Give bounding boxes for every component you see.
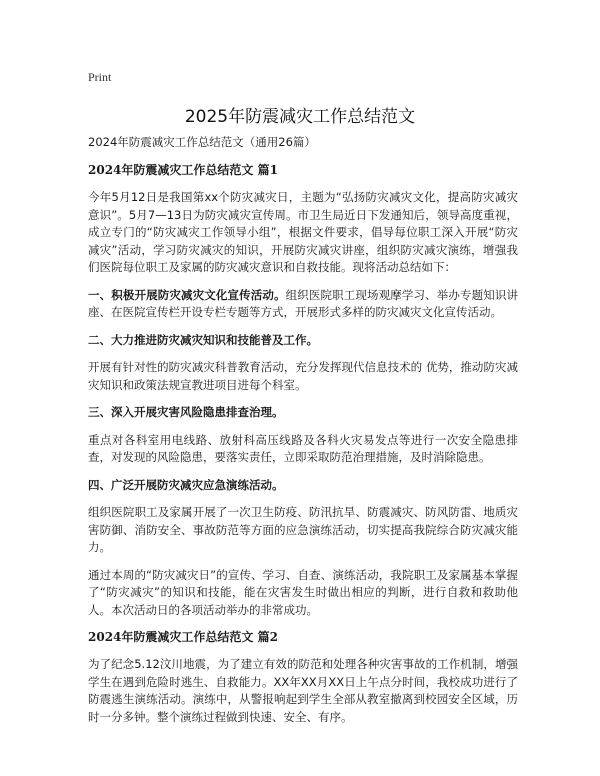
paragraph xyxy=(88,189,518,277)
paragraph xyxy=(88,656,518,726)
paragraph-text: 组织医院职工及家属开展了一次卫生防疫、防汛抗旱、防震减灾、防风防雷、地质灾害防御、消防安全、事故防范等方面的应急演练活动，切实提高我院综合防灾减灾能力。 xyxy=(88,505,518,554)
paragraph xyxy=(88,477,518,495)
paragraph xyxy=(88,359,518,394)
paragraph xyxy=(88,404,518,422)
paragraph-text: 为了纪念5.12汶川地震，为了建立有效的防范和处理各种灾害事故的工作机制，增强学生在遇到危险时逃生、自救能力。XX年XX月XX日上午点分时间，我校成功进行了防震逃生演练活动。演练中，从警报响起到学生全部从教室撤离到校园安全区域，历时一分多钟。整个演练过程做到快速、安全、有序。 xyxy=(88,657,518,724)
document-title: 2025年防震减灾工作总结范文 xyxy=(184,107,416,127)
document-subtitle: 2024年防震减灾工作总结范文（通用26篇） xyxy=(88,135,316,149)
paragraph-text: 通过本周的“防灾减灾日”的宣传、学习、自查、演练活动，我院职工及家属基本掌握了“防灾减灾”的知识和技能，能在灾害发生时做出相应的判断，进行自救和救助他人。本次活动日的各项活动举办的非常成功。 xyxy=(88,567,518,617)
section-heading: 2024年防震减灾工作总结范文 篇2 xyxy=(88,630,278,644)
paragraph-text: 组织医院职工现场观摩学习、举办专题知识讲座、在医院宣传栏开设专栏专题等方式，开展形式多样的防灾减灾文化宣传活动。 xyxy=(88,287,518,319)
section-heading: 2024年防震减灾工作总结范文 篇1 xyxy=(88,163,278,177)
print-link[interactable]: Print xyxy=(88,70,112,84)
paragraph-text: 开展有针对性的防灾减灾科普教育活动，充分发挥现代信息技术的 优势，推动防灾减灾知识和政策法规宣教进项目进每个科室。 xyxy=(88,360,518,392)
paragraph xyxy=(88,332,518,350)
numbered-heading: 三、深入开展灾害风险隐患排查治理。 xyxy=(88,405,284,419)
paragraph xyxy=(88,287,518,322)
paragraph xyxy=(88,567,518,620)
document-body xyxy=(88,134,518,736)
paragraph-text: 重点对各科室用电线路、放射科高压线路及各科火灾易发点等进行一次安全隐患排查，对发现的风险隐患，要落实责任，立即采取防范治理措施，及时消除隐患。 xyxy=(88,432,518,464)
paragraph-text: 今年5月12日是我国第xx个防灾减灾日，主题为“弘扬防灾减灾文化，提高防灾减灾意识”。5月7—13日为防灾减灾宣传周。市卫生局近日下发通知后，领导高度重视，成立专门的“防灾减灾工作领导小组”，根据文件要求，倡导每位职工深入开展“防灾减灾”活动，学习防灾减灾的知识，开展防灾减灾讲座，组织防灾减灾演练，增强我们医院每位职工及家属的防灾减灾意识和自救技能。现将活动总结如下： xyxy=(88,190,518,274)
paragraph xyxy=(88,432,518,467)
numbered-heading: 四、广泛开展防灾减灾应急演练活动。 xyxy=(88,477,284,492)
numbered-heading: 二、大力推进防灾减灾知识和技能普及工作。 xyxy=(88,332,318,347)
paragraph xyxy=(88,504,518,557)
numbered-heading: 一、积极开展防灾减灾文化宣传活动。 xyxy=(88,287,286,302)
